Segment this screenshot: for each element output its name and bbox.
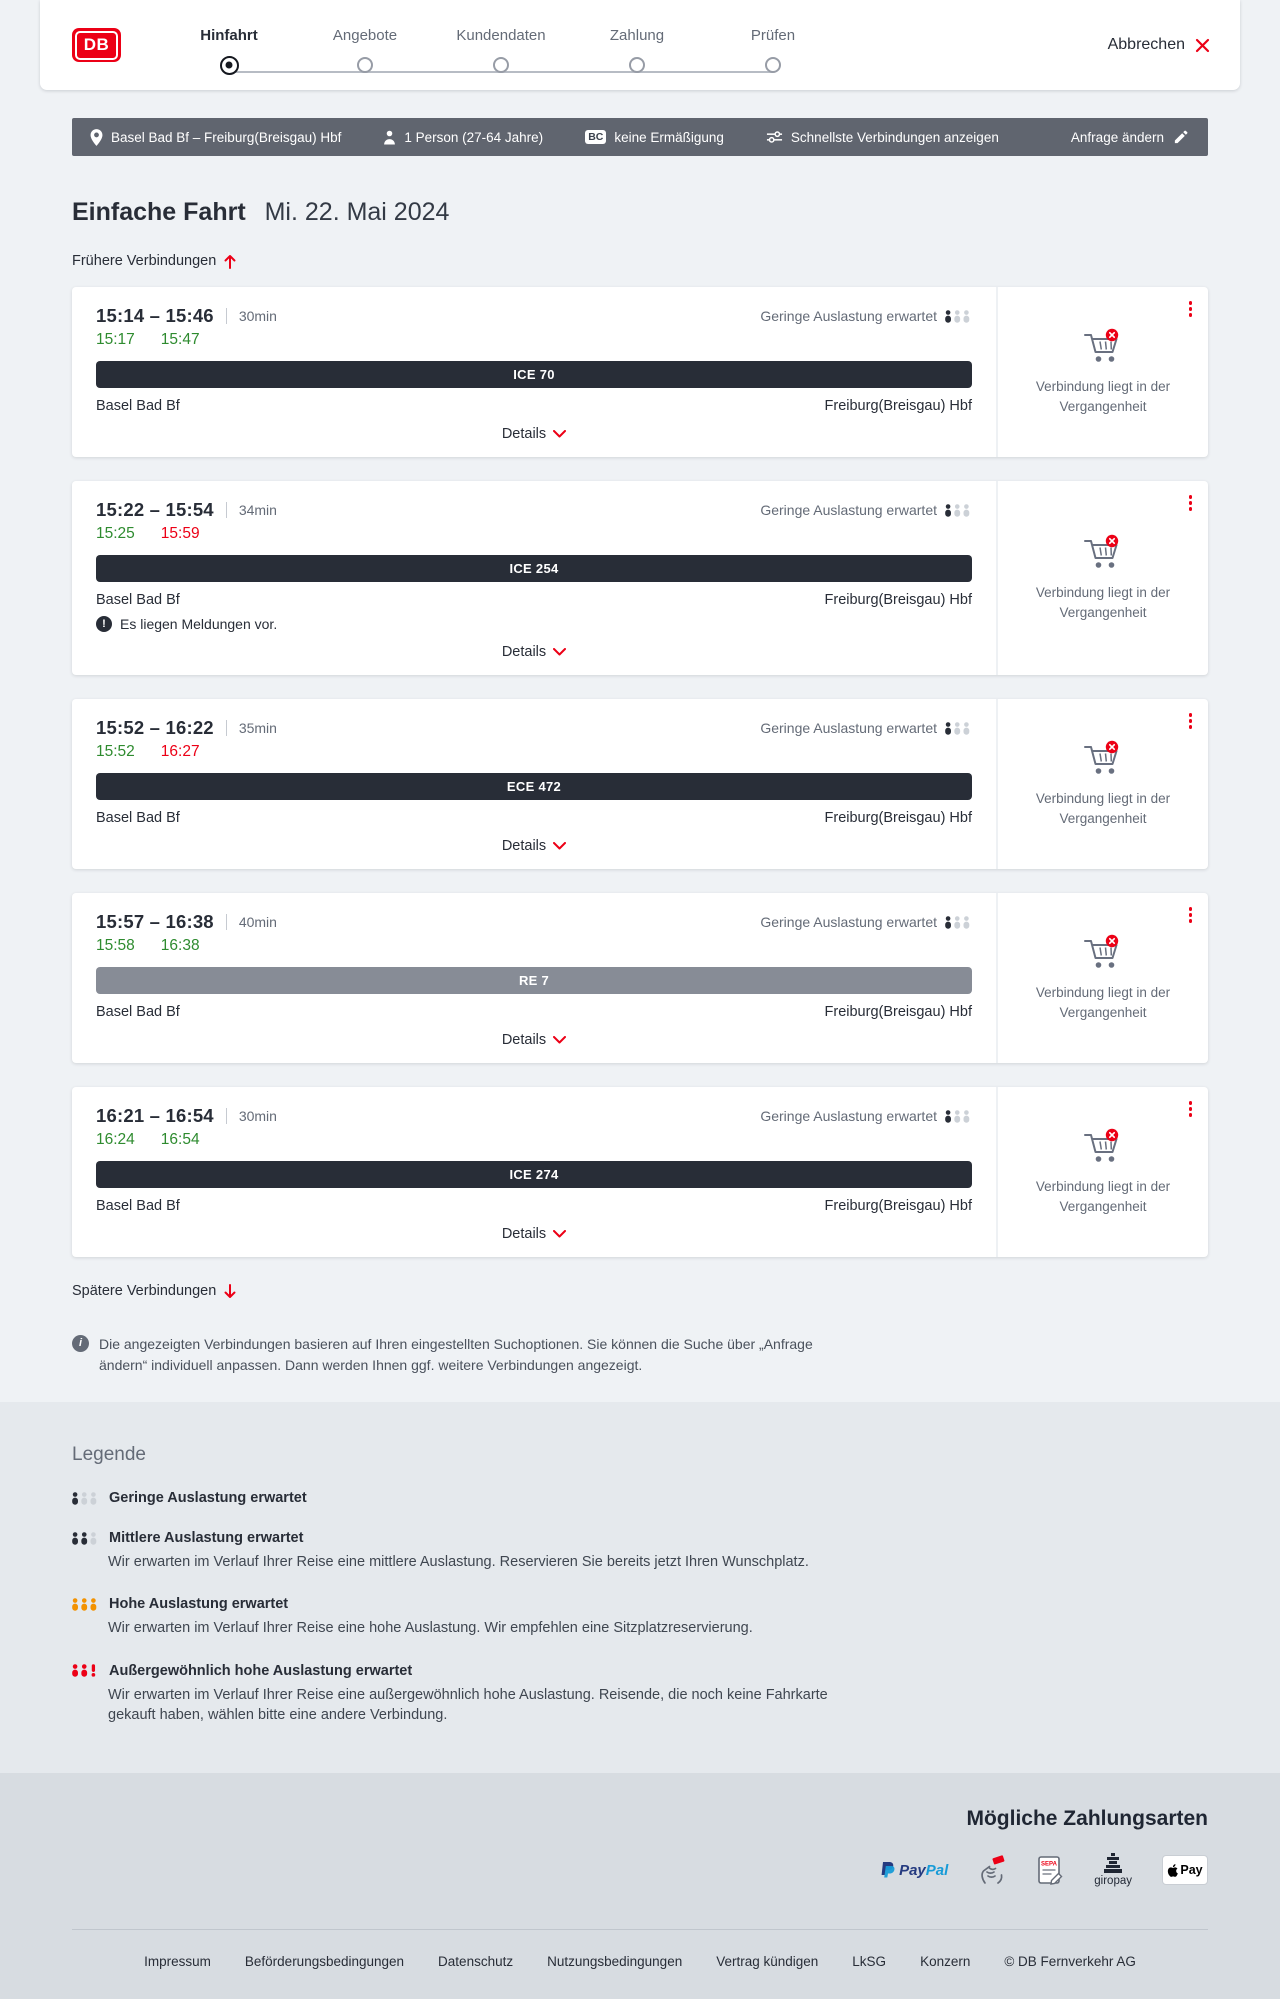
separator: [226, 914, 227, 930]
message-text: Es liegen Meldungen vor.: [120, 616, 277, 632]
occupancy: [760, 914, 972, 930]
progress-step[interactable]: [297, 27, 433, 75]
location-pin-icon: [90, 129, 103, 146]
paypal-word-prefix: Pay: [899, 1862, 926, 1879]
duration: 35min: [239, 720, 277, 736]
planned-times: 15:14 – 15:46: [96, 305, 214, 327]
destination-station: Freiburg(Breisgau) Hbf: [825, 592, 972, 608]
realtime-arrival: 15:47: [161, 331, 200, 349]
legend-item-description: Wir erwarten im Verlauf Ihrer Reise eine außergewöhnlich hohe Auslastung. Reisende, die noch keine Fahrkarte gekauft haben, wählen bitte eine andere Verbindung.: [108, 1685, 848, 1726]
details-button[interactable]: [496, 1030, 572, 1050]
destination-station: Freiburg(Breisgau) Hbf: [825, 398, 972, 414]
occupancy-label: Geringe Auslastung erwartet: [760, 502, 937, 518]
train-bar: [96, 361, 972, 388]
summary-filter: [766, 130, 999, 145]
destination-station: Freiburg(Breisgau) Hbf: [825, 1198, 972, 1214]
progress-step[interactable]: [569, 27, 705, 75]
summary-route: [90, 129, 341, 146]
occupancy-icon: [945, 310, 972, 323]
occupancy-label: Geringe Auslastung erwartet: [760, 1108, 937, 1124]
train-label: ICE 70: [513, 367, 555, 382]
footer-link[interactable]: Vertrag kündigen: [716, 1954, 818, 1969]
realtime-arrival: 16:27: [161, 743, 200, 761]
copyright: © DB Fernverkehr AG: [1004, 1954, 1136, 1969]
realtime-departure: 15:52: [96, 743, 135, 761]
options-menu-button[interactable]: [1185, 709, 1197, 733]
connections-list: [72, 287, 1208, 1257]
cart-unavailable-icon: [1080, 533, 1126, 573]
connection-card: [72, 287, 1208, 457]
details-button[interactable]: [496, 1224, 572, 1244]
close-icon: [1195, 38, 1210, 53]
giropay-logo: [1094, 1853, 1132, 1887]
duration: 30min: [239, 1108, 277, 1124]
step-label: Prüfen: [751, 27, 795, 44]
footer-link[interactable]: Impressum: [144, 1954, 211, 1969]
connection-card: [72, 699, 1208, 869]
apple-pay-logo: [1162, 1855, 1208, 1885]
details-label: Details: [502, 644, 546, 660]
connection-main: [72, 893, 996, 1063]
separator: [226, 720, 227, 736]
past-connection-label: Verbindung liegt in der Vergangenheit: [1023, 377, 1183, 416]
chevron-down-icon: [553, 1230, 566, 1238]
step-dot-icon: [493, 57, 509, 73]
origin-station: Basel Bad Bf: [96, 398, 180, 414]
connection-card: [72, 1087, 1208, 1257]
payment-methods: [72, 1853, 1208, 1887]
details-label: Details: [502, 838, 546, 854]
realtime-departure: 15:25: [96, 525, 135, 543]
connection-main: [72, 1087, 996, 1257]
legend-item-title: Hohe Auslastung erwartet: [109, 1596, 288, 1612]
later-connections-label: Spätere Verbindungen: [72, 1283, 216, 1299]
later-connections-link[interactable]: [72, 1283, 236, 1299]
paypal-icon: [880, 1862, 895, 1879]
connection-message: [96, 616, 972, 632]
legend-title: Legende: [72, 1444, 1280, 1466]
connection-main: [72, 699, 996, 869]
train-label: ICE 274: [509, 1167, 558, 1182]
passengers-label: 1 Person (27-64 Jahre): [404, 130, 543, 145]
paypal-logo: [880, 1862, 948, 1879]
sepa-word: SEPA: [1041, 1861, 1058, 1867]
page-footer: [0, 1773, 1280, 1999]
discount-label: keine Ermäßigung: [614, 130, 724, 145]
apple-icon: [1167, 1864, 1178, 1877]
options-menu-button[interactable]: [1185, 903, 1197, 927]
arrow-down-icon: [224, 1284, 236, 1299]
options-menu-button[interactable]: [1185, 1097, 1197, 1121]
footer-link[interactable]: LkSG: [852, 1954, 886, 1969]
apple-pay-word: Pay: [1180, 1863, 1202, 1877]
giropay-icon: [1102, 1853, 1124, 1873]
bahncard-icon: BC: [585, 130, 606, 145]
journey-date: Mi. 22. Mai 2024: [265, 198, 450, 226]
search-summary-bar: [72, 118, 1208, 156]
occupancy-level-icon: [72, 1492, 99, 1505]
connection-card: [72, 893, 1208, 1063]
step-dot-icon: [357, 57, 373, 73]
duration: 34min: [239, 502, 277, 518]
earlier-connections-label: Frühere Verbindungen: [72, 253, 216, 269]
past-connection-label: Verbindung liegt in der Vergangenheit: [1023, 1177, 1183, 1216]
cart-unavailable-icon: [1080, 933, 1126, 973]
train-label: RE 7: [519, 973, 549, 988]
step-label: Zahlung: [610, 27, 664, 44]
occupancy-level-icon: [72, 1598, 99, 1611]
details-label: Details: [502, 1226, 546, 1242]
cancel-label: Abbrechen: [1108, 36, 1185, 54]
origin-station: Basel Bad Bf: [96, 592, 180, 608]
legend-items: [72, 1490, 1280, 1725]
occupancy-label: Geringe Auslastung erwartet: [760, 720, 937, 736]
cart-unavailable-icon: [1080, 1127, 1126, 1167]
destination-station: Freiburg(Breisgau) Hbf: [825, 1004, 972, 1020]
arrow-up-icon: [224, 254, 236, 269]
paypal-word-suffix: Pal: [926, 1862, 949, 1879]
legend-item-title: Außergewöhnlich hohe Auslastung erwartet: [109, 1663, 412, 1679]
occupancy-label: Geringe Auslastung erwartet: [760, 914, 937, 930]
occupancy-label: Geringe Auslastung erwartet: [760, 308, 937, 324]
app-header: [40, 0, 1240, 90]
occupancy: [760, 1108, 972, 1124]
legend-item-description: Wir erwarten im Verlauf Ihrer Reise eine mittlere Auslastung. Reservieren Sie bereits jetzt Ihren Wunschplatz.: [108, 1552, 848, 1572]
legend-item-title: Geringe Auslastung erwartet: [109, 1490, 307, 1506]
details-button[interactable]: [496, 642, 572, 662]
connection-side-panel: [996, 481, 1208, 675]
warning-icon: !: [96, 616, 112, 632]
options-menu-button[interactable]: [1185, 491, 1197, 515]
payments-title: Mögliche Zahlungsarten: [72, 1773, 1208, 1831]
past-connection-label: Verbindung liegt in der Vergangenheit: [1023, 583, 1183, 622]
sepa-icon: [1038, 1856, 1064, 1885]
chevron-down-icon: [553, 648, 566, 656]
summary-passengers: [383, 130, 543, 145]
step-dot-icon: [220, 56, 239, 75]
legend-item: [72, 1663, 1280, 1726]
footer-link[interactable]: Konzern: [920, 1954, 970, 1969]
chevron-down-icon: [553, 842, 566, 850]
progress-step[interactable]: [161, 27, 297, 75]
journey-type-title: Einfache Fahrt: [72, 198, 246, 226]
occupancy: [760, 502, 972, 518]
origin-station: Basel Bad Bf: [96, 1198, 180, 1214]
connection-main: [72, 481, 996, 675]
details-label: Details: [502, 426, 546, 442]
summary-discount: [585, 130, 724, 145]
db-logo[interactable]: [72, 28, 121, 62]
chevron-down-icon: [553, 430, 566, 438]
duration: 30min: [239, 308, 277, 324]
edit-request-label: Anfrage ändern: [1071, 130, 1164, 145]
train-bar: [96, 773, 972, 800]
connection-side-panel: [996, 893, 1208, 1063]
options-menu-button[interactable]: [1185, 297, 1197, 321]
separator: [226, 308, 227, 324]
footer-links: [72, 1929, 1208, 1999]
cart-unavailable-icon: [1080, 739, 1126, 779]
legend-item-description: Wir erwarten im Verlauf Ihrer Reise eine hohe Auslastung. Wir empfehlen eine Sitzplatzreservierung.: [108, 1618, 848, 1638]
occupancy: [760, 720, 972, 736]
info-icon: i: [72, 1335, 89, 1352]
edit-request-button[interactable]: [1071, 130, 1188, 145]
train-bar: [96, 967, 972, 994]
route-label: Basel Bad Bf – Freiburg(Breisgau) Hbf: [111, 130, 341, 145]
connection-side-panel: [996, 287, 1208, 457]
earlier-connections-link[interactable]: [72, 253, 236, 269]
person-icon: [383, 130, 396, 145]
past-connection-label: Verbindung liegt in der Vergangenheit: [1023, 983, 1183, 1022]
step-dot-icon: [629, 57, 645, 73]
step-label: Hinfahrt: [200, 27, 258, 44]
footer-link[interactable]: Beförderungsbedingungen: [245, 1954, 404, 1969]
occupancy-icon: [945, 504, 972, 517]
separator: [226, 1108, 227, 1124]
realtime-departure: 15:17: [96, 331, 135, 349]
planned-times: 15:52 – 16:22: [96, 717, 214, 739]
realtime-departure: 16:24: [96, 1131, 135, 1149]
cancel-button[interactable]: [1108, 36, 1210, 54]
legend-item: [72, 1490, 1280, 1506]
progress-step[interactable]: [433, 27, 569, 75]
step-label: Kundendaten: [456, 27, 545, 44]
credit-card-hand-icon: [978, 1855, 1008, 1885]
train-bar: [96, 1161, 972, 1188]
giropay-word: giropay: [1094, 1875, 1132, 1887]
duration: 40min: [239, 914, 277, 930]
details-button[interactable]: [496, 836, 572, 856]
search-options-note: [72, 1334, 822, 1376]
details-button[interactable]: [496, 424, 572, 444]
footer-link[interactable]: Nutzungsbedingungen: [547, 1954, 682, 1969]
origin-station: Basel Bad Bf: [96, 1004, 180, 1020]
realtime-departure: 15:58: [96, 937, 135, 955]
details-label: Details: [502, 1032, 546, 1048]
origin-station: Basel Bad Bf: [96, 810, 180, 826]
progress-steps: [161, 27, 841, 75]
occupancy-level-icon: [72, 1532, 99, 1545]
destination-station: Freiburg(Breisgau) Hbf: [825, 810, 972, 826]
realtime-arrival: 15:59: [161, 525, 200, 543]
filter-sliders-icon: [766, 130, 783, 144]
occupancy: [760, 308, 972, 324]
realtime-arrival: 16:54: [161, 1131, 200, 1149]
occupancy-icon: [945, 916, 972, 929]
occupancy-level-icon: [72, 1664, 99, 1677]
filter-label: Schnellste Verbindungen anzeigen: [791, 130, 999, 145]
step-label: Angebote: [333, 27, 397, 44]
cart-unavailable-icon: [1080, 327, 1126, 367]
connection-card: [72, 481, 1208, 675]
train-label: ECE 472: [507, 779, 561, 794]
separator: [226, 502, 227, 518]
legend-item: [72, 1530, 1280, 1572]
planned-times: 15:22 – 15:54: [96, 499, 214, 521]
note-text: Die angezeigten Verbindungen basieren auf Ihren eingestellten Suchoptionen. Sie können die Suche über „Anfrage ändern“ individuell anpassen. Dann werden Ihnen ggf. weitere Verbindungen angezeigt.: [99, 1334, 822, 1376]
connection-side-panel: [996, 1087, 1208, 1257]
footer-link[interactable]: Datenschutz: [438, 1954, 513, 1969]
legend-item-title: Mittlere Auslastung erwartet: [109, 1530, 303, 1546]
planned-times: 15:57 – 16:38: [96, 911, 214, 933]
connection-side-panel: [996, 699, 1208, 869]
planned-times: 16:21 – 16:54: [96, 1105, 214, 1127]
train-label: ICE 254: [509, 561, 558, 576]
legend-section: [0, 1402, 1280, 1773]
pencil-icon: [1173, 130, 1188, 145]
realtime-arrival: 16:38: [161, 937, 200, 955]
train-bar: [96, 555, 972, 582]
connection-main: [72, 287, 996, 457]
chevron-down-icon: [553, 1036, 566, 1044]
legend-item: [72, 1596, 1280, 1638]
occupancy-icon: [945, 722, 972, 735]
step-dot-icon: [765, 57, 781, 73]
page-title: [72, 198, 1280, 227]
progress-step[interactable]: [705, 27, 841, 75]
occupancy-icon: [945, 1110, 972, 1123]
db-logo-text: DB: [75, 31, 118, 60]
past-connection-label: Verbindung liegt in der Vergangenheit: [1023, 789, 1183, 828]
